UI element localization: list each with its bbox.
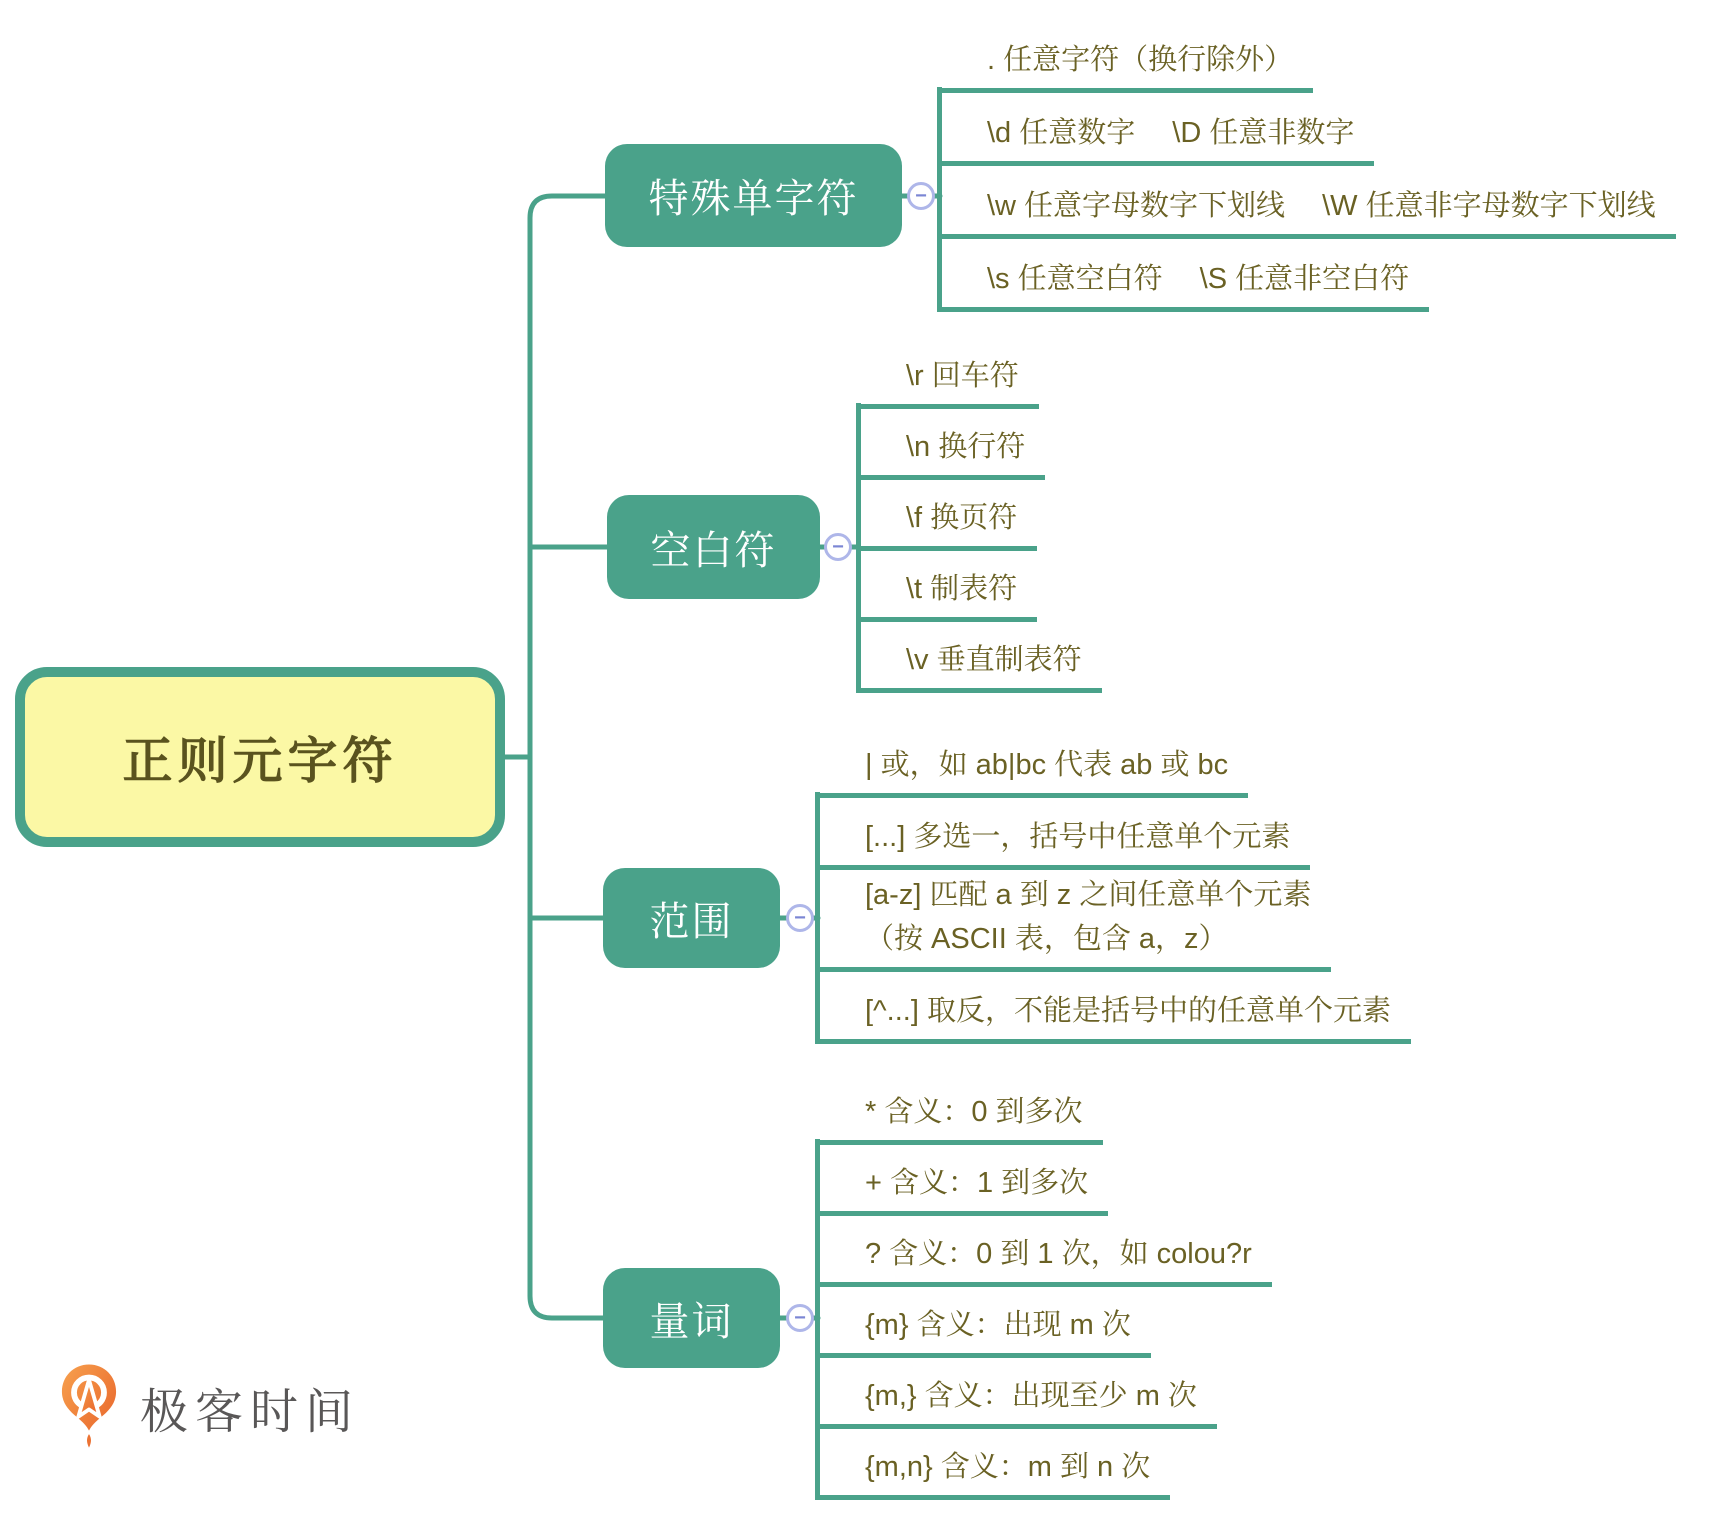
- geektime-pin-icon: [60, 1362, 118, 1452]
- branch-label: 特殊单字符: [648, 177, 859, 221]
- root-topic[interactable]: [15, 667, 505, 847]
- leaf-topic[interactable]: . 任意字符（换行除外）: [937, 38, 1313, 93]
- trunk-connector: [530, 196, 605, 1318]
- minus-icon: −: [794, 907, 806, 929]
- branch-whitespace[interactable]: [607, 495, 820, 599]
- collapse-button[interactable]: [824, 533, 852, 561]
- branch-quantifier[interactable]: [603, 1268, 780, 1368]
- branch-label: 范围: [649, 899, 734, 944]
- leaf-topic[interactable]: {m,n} 含义：m 到 n 次: [815, 1445, 1170, 1500]
- leaf-topic[interactable]: \r 回车符: [856, 354, 1039, 409]
- root-topic-label: 正则元字符: [122, 733, 398, 789]
- branch-range[interactable]: [603, 868, 780, 968]
- leaf-topic[interactable]: \d 任意数字 \D 任意非数字: [937, 111, 1374, 166]
- leaf-topic[interactable]: [^...] 取反，不能是括号中的任意单个元素: [815, 989, 1411, 1044]
- minus-icon: −: [915, 185, 927, 207]
- branch-label: 空白符: [650, 528, 777, 573]
- collapse-button[interactable]: [786, 904, 814, 932]
- leaf-topic[interactable]: {m,} 含义：出现至少 m 次: [815, 1374, 1217, 1429]
- branch-label: 量词: [649, 1299, 734, 1344]
- collapse-button[interactable]: [907, 182, 935, 210]
- leaf-topic[interactable]: \n 换行符: [856, 425, 1045, 480]
- leaf-topic[interactable]: \s 任意空白符 \S 任意非空白符: [937, 257, 1429, 312]
- leaf-topic[interactable]: | 或，如 ab|bc 代表 ab 或 bc: [815, 743, 1248, 798]
- minus-icon: −: [794, 1307, 806, 1329]
- geektime-logo-text: 极客时间: [140, 1385, 361, 1439]
- leaf-topic[interactable]: + 含义：1 到多次: [815, 1161, 1108, 1216]
- leaf-topic[interactable]: \f 换页符: [856, 496, 1037, 551]
- leaf-topic[interactable]: \t 制表符: [856, 567, 1037, 622]
- branch-special-single-characters[interactable]: [605, 144, 902, 247]
- leaf-topic[interactable]: [...] 多选一，括号中任意单个元素: [815, 815, 1310, 870]
- leaf-topic[interactable]: {m} 含义：出现 m 次: [815, 1303, 1151, 1358]
- geektime-logo: [60, 1362, 360, 1452]
- leaf-topic[interactable]: [a-z] 匹配 a 到 z 之间任意单个元素 （按 ASCII 表，包含 a，z）: [815, 873, 1331, 972]
- collapse-button[interactable]: [786, 1304, 814, 1332]
- leaf-topic[interactable]: ? 含义：0 到 1 次，如 colou?r: [815, 1232, 1272, 1287]
- leaf-topic[interactable]: \w 任意字母数字下划线 \W 任意非字母数字下划线: [937, 184, 1676, 239]
- leaf-topic[interactable]: \v 垂直制表符: [856, 638, 1102, 693]
- minus-icon: −: [832, 536, 844, 558]
- leaf-topic[interactable]: * 含义：0 到多次: [815, 1090, 1103, 1145]
